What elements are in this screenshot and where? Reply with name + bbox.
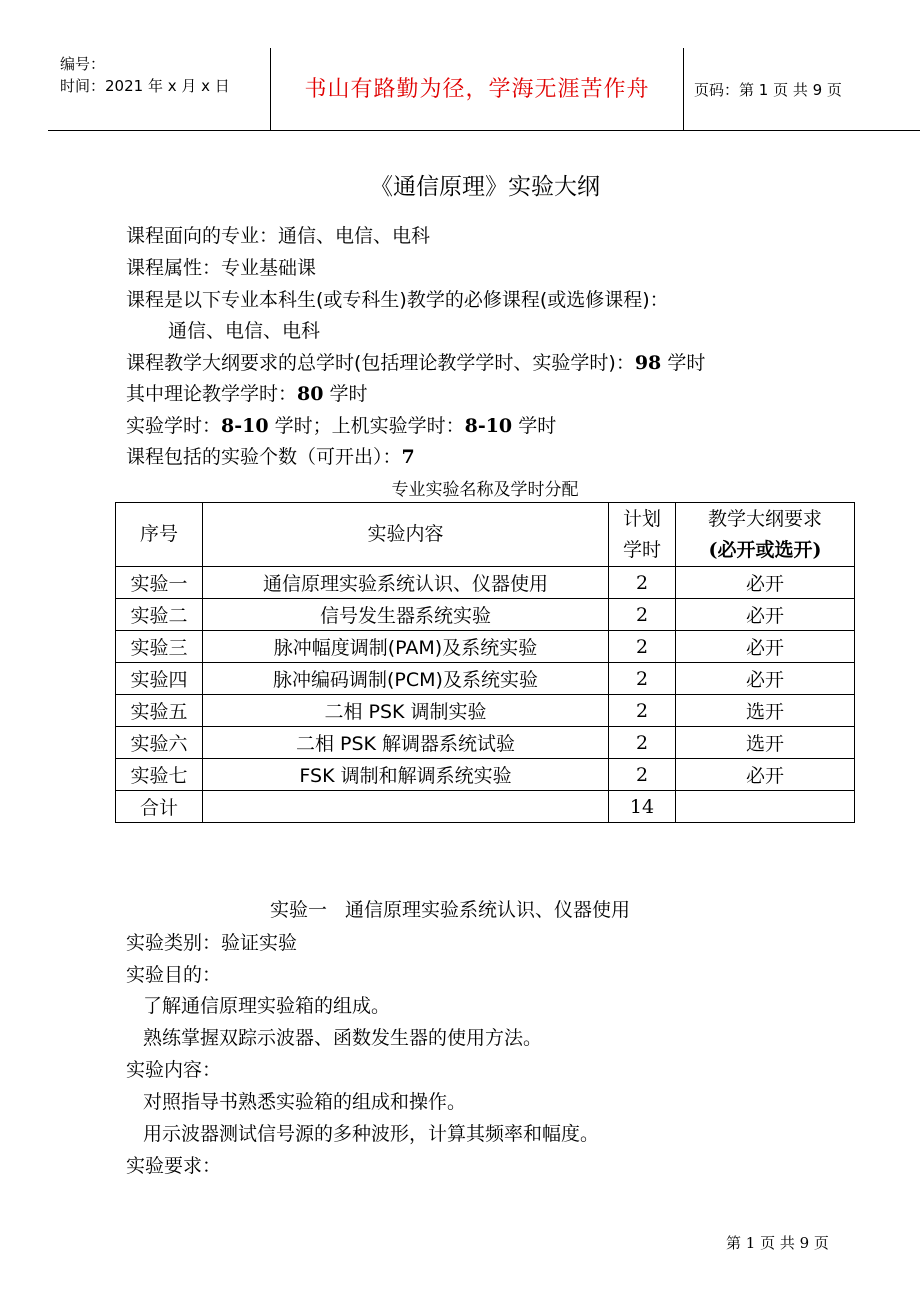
header-page-info: 页码：第 1 页 共 9 页 [694,81,842,99]
section-purpose-label: 实验目的： [126,964,222,986]
info-total-hours-value: 98 [634,352,662,374]
header-req-line2: (必开或选开) [708,538,822,561]
info-required-for: 课程是以下专业本科生(或专科生)教学的必修课程(或选修课程)： [126,289,669,311]
row-hours: 2 [609,727,676,759]
header-content: 实验内容 [203,503,609,567]
row-requirement: 选开 [676,727,855,759]
experiment-allocation-table [115,502,855,823]
total-label: 合计 [116,791,203,823]
table-header-row [116,503,855,567]
row-hours: 2 [609,567,676,599]
info-majors: 课程面向的专业：通信、电信、电科 [126,225,431,247]
row-hours: 2 [609,695,676,727]
table-row [116,695,855,727]
row-content: FSK 调制和解调系统实验 [203,759,609,791]
row-requirement: 必开 [676,631,855,663]
table-caption: 专业实验名称及学时分配 [391,480,579,500]
info-count-value: 7 [401,446,415,468]
info-experiment-count [126,442,415,469]
header-hours [609,503,676,567]
row-hours: 2 [609,663,676,695]
header-hours-line1: 计划 [622,507,661,530]
row-content: 通信原理实验系统认识、仪器使用 [203,567,609,599]
header-hours-line2: 学时 [622,538,661,561]
section-content-1: 对照指导书熟悉实验箱的组成和操作。 [143,1091,467,1113]
document-date: 时间：2021 年 x 月 x 日 [60,77,230,95]
info-lab-label: 实验学时： [126,415,222,437]
header-seq: 序号 [116,503,203,567]
row-requirement: 必开 [676,663,855,695]
header-requirement [676,503,855,567]
section-content-label: 实验内容： [126,1059,222,1081]
info-theory-unit: 学时 [323,383,368,405]
info-total-hours-label: 课程教学大纲要求的总学时(包括理论教学学时、实验学时)： [126,352,635,374]
section-category: 实验类别：验证实验 [126,932,298,954]
row-requirement: 选开 [676,695,855,727]
section-requirement-label: 实验要求： [126,1155,222,1177]
total-hours: 14 [609,791,676,823]
table-row [116,599,855,631]
row-content: 二相 PSK 调制实验 [203,695,609,727]
document-number-label: 编号： [60,55,106,73]
page-footer: 第 1 页 共 9 页 [726,1234,829,1252]
table-row [116,663,855,695]
info-theory-label: 其中理论教学学时： [126,383,298,405]
section-purpose-2: 熟练掌握双踪示波器、函数发生器的使用方法。 [143,1027,543,1049]
row-requirement: 必开 [676,599,855,631]
table-row [116,567,855,599]
row-seq: 实验五 [116,695,203,727]
info-lab-hours [126,411,556,438]
section-purpose-1: 了解通信原理实验箱的组成。 [143,995,391,1017]
section-content-2: 用示波器测试信号源的多种波形，计算其频率和幅度。 [143,1123,600,1145]
info-total-hours [126,348,705,375]
row-content: 脉冲幅度调制(PAM)及系统实验 [203,631,609,663]
row-seq: 实验二 [116,599,203,631]
row-seq: 实验七 [116,759,203,791]
header-motto: 书山有路勤为径，学海无涯苦作舟 [304,77,650,102]
info-theory-hours [126,379,368,406]
info-computer-value: 8-10 [464,415,513,437]
row-seq: 实验六 [116,727,203,759]
page-header [48,48,920,131]
row-seq: 实验一 [116,567,203,599]
row-content: 脉冲编码调制(PCM)及系统实验 [203,663,609,695]
table-row [116,759,855,791]
table-total-row [116,791,855,823]
info-attribute: 课程属性：专业基础课 [126,257,317,279]
info-theory-value: 80 [297,383,324,405]
header-req-line1: 教学大纲要求 [707,507,822,530]
total-content [203,791,609,823]
total-requirement [676,791,855,823]
section-title: 实验一 通信原理实验系统认识、仪器使用 [269,899,631,921]
header-meta [60,53,230,97]
row-hours: 2 [609,599,676,631]
info-computer-unit: 学时 [512,415,557,437]
table-row [116,727,855,759]
info-lab-mid: 学时；上机实验学时： [268,415,465,437]
row-content: 信号发生器系统实验 [203,599,609,631]
row-seq: 实验四 [116,663,203,695]
document-title: 《通信原理》实验大纲 [370,174,600,200]
row-hours: 2 [609,759,676,791]
info-total-hours-unit: 学时 [661,352,706,374]
row-content: 二相 PSK 解调器系统试验 [203,727,609,759]
row-requirement: 必开 [676,567,855,599]
info-required-majors: 通信、电信、电科 [168,320,321,342]
row-seq: 实验三 [116,631,203,663]
header-divider [683,48,684,130]
table-row [116,631,855,663]
row-hours: 2 [609,631,676,663]
info-lab-value: 8-10 [221,415,269,437]
info-count-label: 课程包括的实验个数（可开出）： [126,446,402,468]
row-requirement: 必开 [676,759,855,791]
